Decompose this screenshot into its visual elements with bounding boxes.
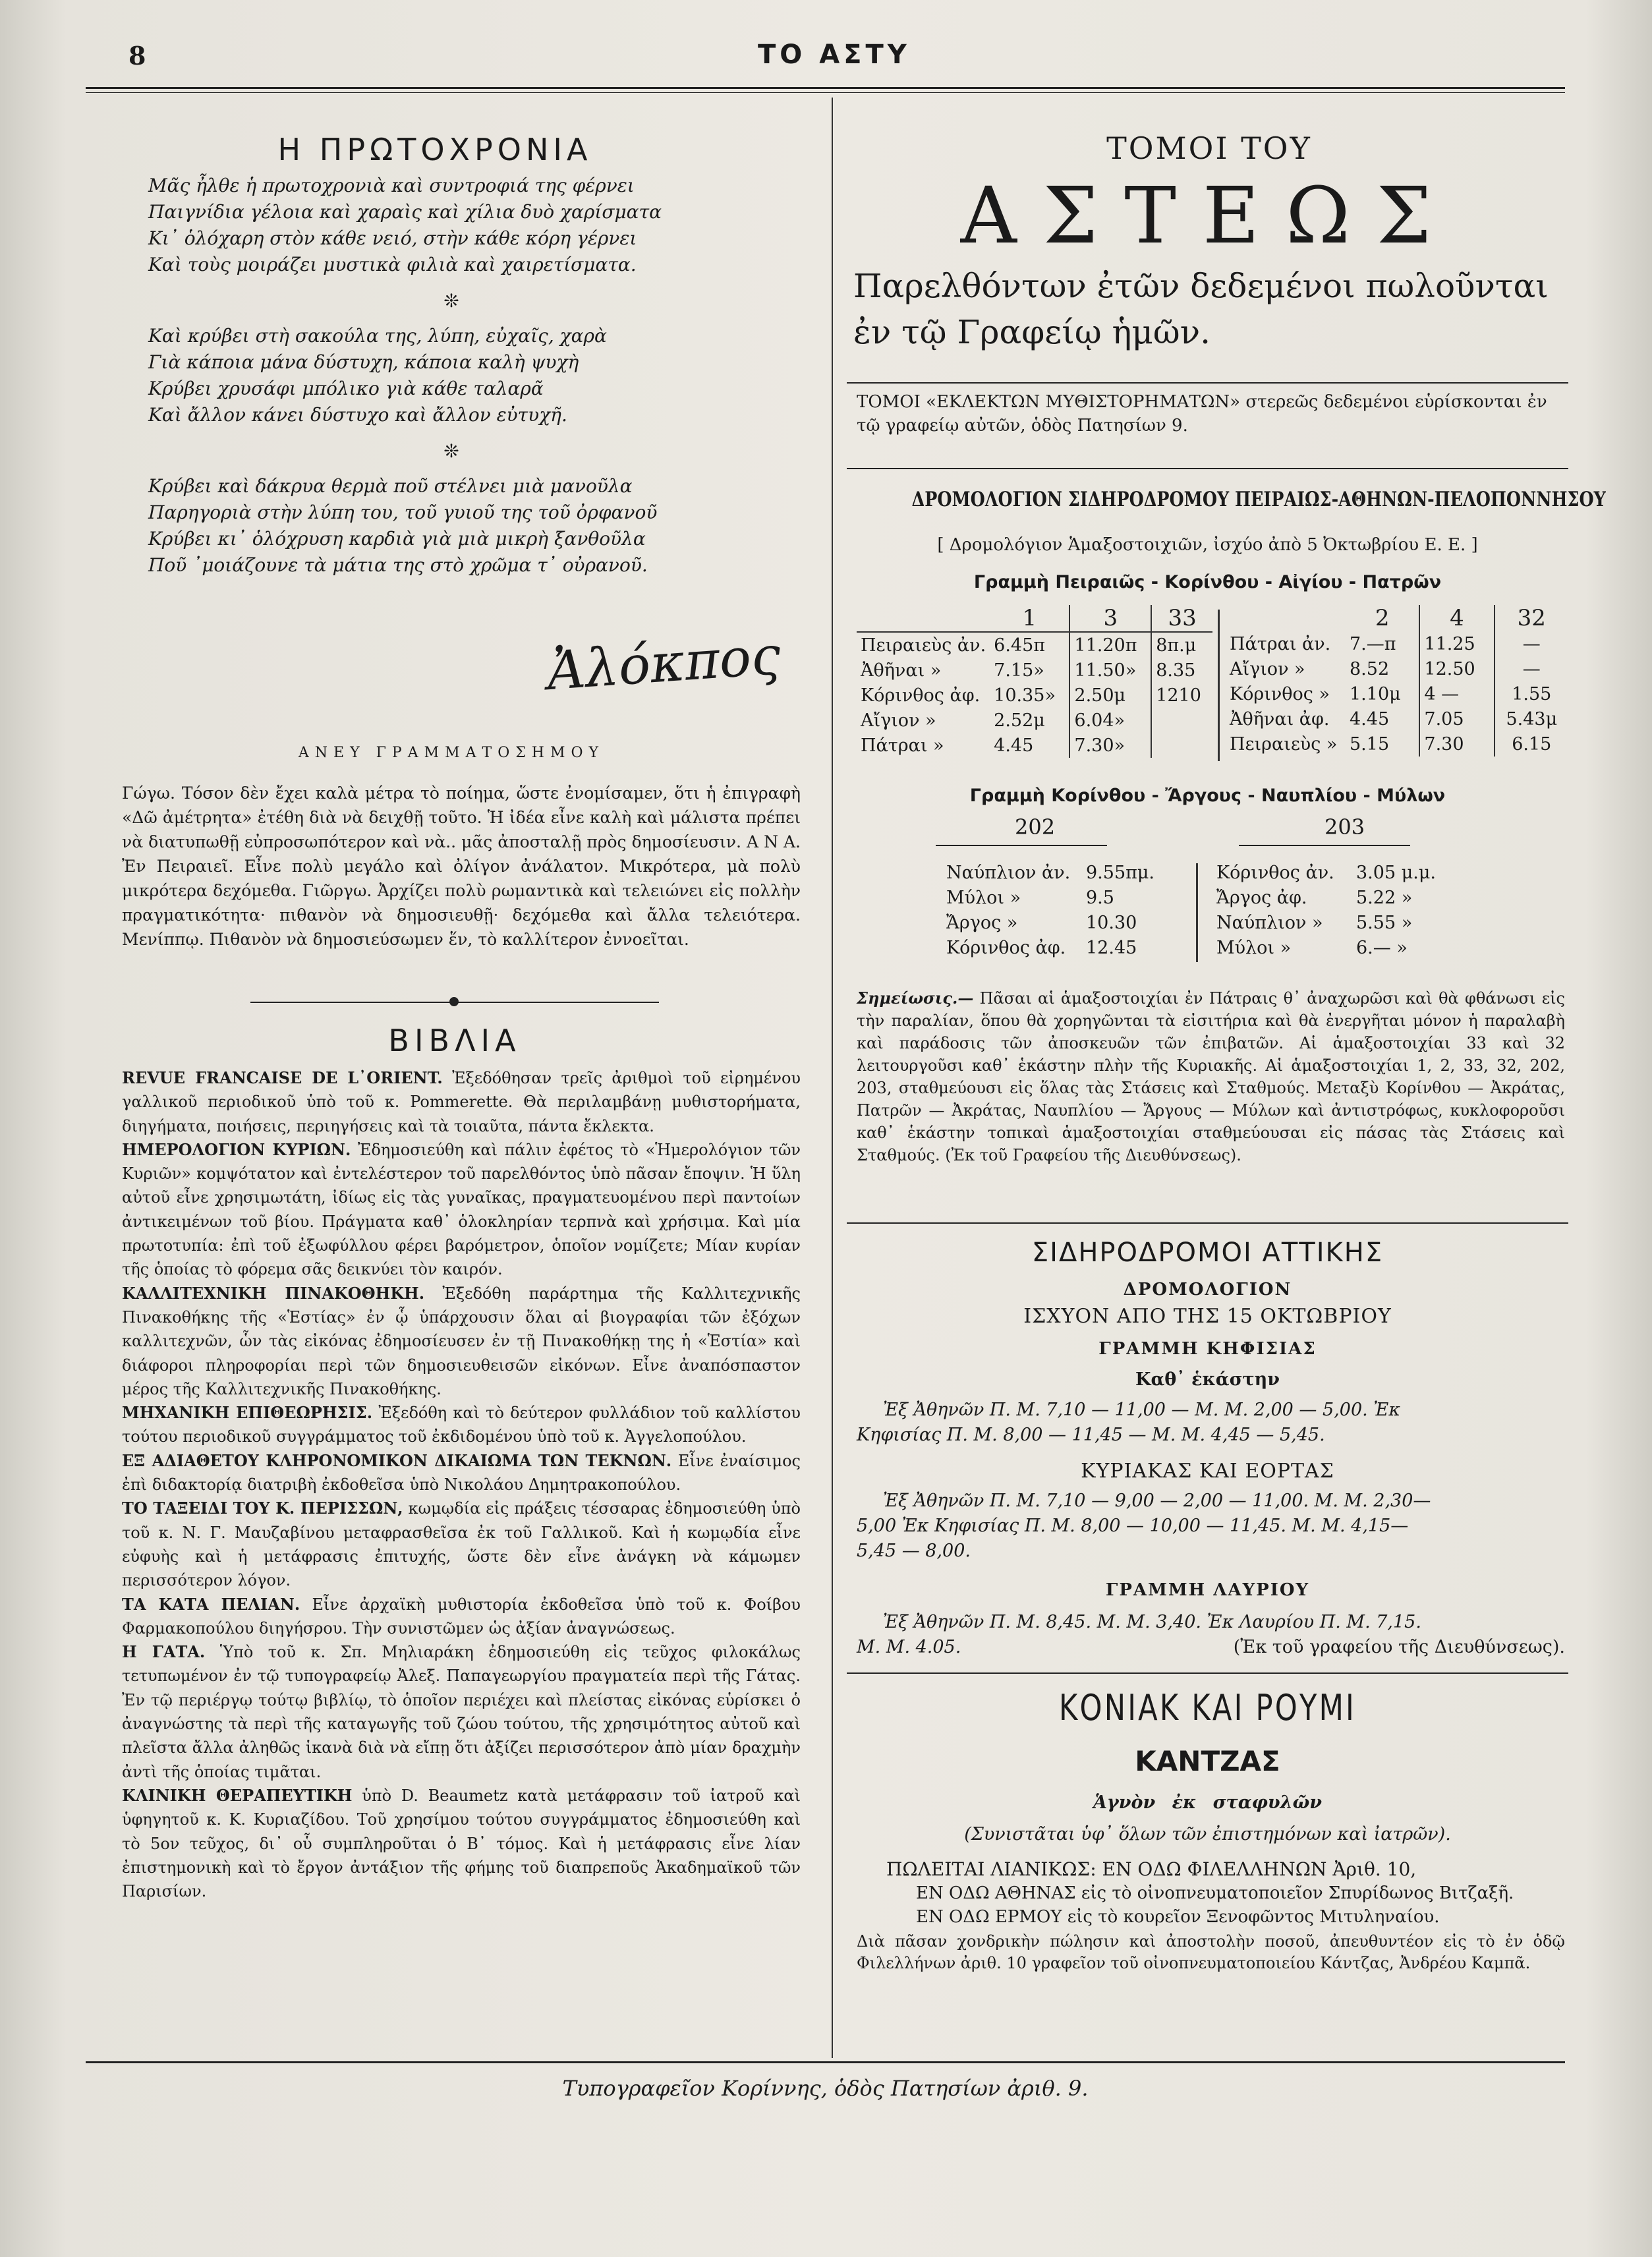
poem-line: Παιγνίδια γέλοια καὶ χαραὶς καὶ χίλια δυὸ χαρίσματα <box>148 201 662 223</box>
time: 7.15» <box>990 658 1069 683</box>
book-entry-head: ΚΛΙΝΙΚΗ ΘΕΡΑΠΕΥΤΙΚΗ <box>122 1785 353 1805</box>
lavrio-title: ΓΡΑΜΜΗ ΛΑΥΡΙΟΥ <box>1105 1580 1310 1600</box>
sunday-text-2: 5,00 Ἐκ Κηφισίας Π. Μ. 8,00 — 10,00 — 11,45. Μ. Μ. 4,15— <box>857 1516 1409 1536</box>
book-entry-text: κωμῳδία εἰς πράξεις τέσσαρας ἐδημοσιεύθη ὑπὸ τοῦ κ. Ν. Γ. Μαυζαβίνου μεταφρασθεῖσα ἐκ τοῦ Γαλλικοῦ. Καὶ ἡ κωμῳδία εἶνε εὐφυὴς καὶ ἡ μετάφρασις ἐπιτυχής, ὥστε δὲν εἶνε ἀνάγκη νὰ κάμωμεν περισσότερον λόγον. <box>122 1499 801 1590</box>
section-rule <box>847 468 1568 469</box>
time: 11.50» <box>1069 658 1151 683</box>
book-entry-text: Ἐξεδόθη παράρτημα τῆς Καλλιτεχνικῆς Πινακοθήκης τῆς «Ἑστίας» ἐν ᾧ ὑπάρχουσιν ὅλαι αἱ βιογραφίαι τῶν ἐξόχων καλλιτεχνῶν, ὧν τὰς εἰκόνας ἐδημοσίευσεν ἐν τῇ Πινακοθήκῃ της ἡ «Ἑστία» καὶ διάφοροι πληροφορίαι περὶ τῶν δημοσιευθεισῶν εἰκόνων. Εἶνε ἀναπόσπαστον μέρος τῆς Καλλιτεχνικῆς Πινακοθήκης. <box>122 1284 801 1398</box>
notes-text: Πᾶσαι αἱ ἁμαξοστοιχίαι ἐν Πάτραις θ᾽ ἀναχωρῶσι καὶ θὰ φθάνωσι εἰς τὴν παραλίαν, ὅπου θὰ χορηγῶνται τὰ εἰσιτήρια καὶ θὰ ἐνεργῆται μόνον ἡ παραλαβὴ καὶ παράδοσις τῶν ἀποσκευῶν τῶν ἐπιβατῶν. Αἱ ἁμαξοστοιχίαι 33 καὶ 32 λειτουργοῦσι καθ᾽ ἑκάστην πλὴν τῆς Κυριακῆς. Αἱ ἁμαξοστοιχίαι 1, 2, 33, 32, 202, 203, σταθμεύουσι εἰς ὅλας τὰς Στάσεις καὶ Σταθμούς. Μεταξὺ Κορίνθου — Ἀκράτας, Πατρῶν — Ἀκράτας, Ναυπλίου — Ἄργους — Μύλων καὶ ἀντιστρόφως, κυκλοφοροῦσι καθ᾽ ἑκάστην τοπικαὶ ἁμαξοστοιχίαι σταθμεύουσαι εἰς πάσας τὰς Στάσεις καὶ Σταθμούς. <box>857 989 1565 1164</box>
ekl-ad-text: στερεῶς δεδεμένοι εὑρίσκονται ἐν τῷ γραφείῳ αὐτῶν, ὁδὸς Πατησίων 9. <box>857 392 1547 436</box>
book-entry-text: Ἐδημοσιεύθη καὶ πάλιν ἐφέτος τὸ «Ἡμερολόγιον τῶν Κυριῶν» κομψότατον καὶ ἐντελέστερον τοῦ παρελθόντος ὑπὸ πᾶσαν ἔποψιν. Ἡ ὕλη αὐτοῦ εἶνε χρησιμωτάτη, ἰδίως εἰς τὰς γυναῖκας, πραγματευομένου περὶ παντοίων ἀντικειμένων τοῦ βίου. Πράγματα καθ᾽ ὁλοκληρίαν τερπνὰ καὶ χρήσιμα. Καὶ μία πρωτοτυπία: ἐπὶ τοῦ ἐξωφύλλου φέρει βαρόμετρον, ὁποῖον νομίζετε; Μίαν κυρίαν τῆς ὁποίας τὸ φόρεμα σᾶς δεικνύει τὸν καιρόν. <box>122 1140 801 1279</box>
section-rule <box>847 382 1568 384</box>
section-rule <box>847 1672 1568 1674</box>
time: 8.52 <box>1346 656 1419 681</box>
time: 6.15 <box>1512 733 1552 755</box>
time: 4.45 <box>990 733 1069 758</box>
book-entry-text: ὑπὸ D. Beaumetz κατὰ μετάφρασιν τοῦ ἰατροῦ καὶ ὑφηγητοῦ κ. Κ. Κυριαζίδου. Τοῦ χρησίμου τούτου συγγράμματος ἐδημοσιεύθη καὶ τὸ 5ον τεῦχος, δι᾽ οὗ συμπληροῦται ὁ Β᾽ τόμος. Καὶ ἡ μετάφρασις εἶνε λίαν ἐπιστημονικὴ καὶ τὸ ἔργον ἀντάξιον τῆς φήμης τοῦ διαπρεποῦς Ἀκαδημαϊκοῦ τῶν Παρισίων. <box>122 1786 801 1901</box>
station: Ναύπλιον ἀν. <box>946 862 1071 883</box>
attica-sub2: ΙΣΧΥΟΝ ΑΠΟ ΤΗΣ 15 ΟΚΤΩΒΡΙΟΥ <box>1023 1305 1392 1328</box>
tomes-ad-title: ΑΣΤΕΩΣ <box>960 170 1458 261</box>
timetable-line2-left <box>942 860 1180 960</box>
daily-text-2: Κηφισίας Π. Μ. 8,00 — 11,45 — Μ. Μ. 4,45 — 5,45. <box>857 1425 1325 1445</box>
cognac-retail-3: ΕΝ ΟΔΩ ΕΡΜΟΥ εἰς τὸ κουρεῖον Ξενοφῶντος Μιτυληναίου. <box>916 1907 1440 1927</box>
daily-text-1: Ἐξ Ἀθηνῶν Π. Μ. 7,10 — 11,00 — Μ. Μ. 2,00 — 5,00. Ἐκ <box>883 1400 1401 1420</box>
poem-line: Ποῦ ᾽μοιάζουνε τὰ μάτια της στὸ χρῶμα τ᾽ οὐρανοῦ. <box>148 554 648 576</box>
railway-notes <box>857 987 1565 1166</box>
time: 11.20π <box>1069 632 1151 658</box>
station: Ἄργος » <box>946 912 1018 933</box>
poem-line: Παρηγοριὰ στὴν λύπη του, τοῦ γυιοῦ της τοῦ ὀρφανοῦ <box>148 501 658 523</box>
station: Ἄργος ἀφ. <box>1216 887 1307 908</box>
printer-line: Τυπογραφεῖον Κορίννης, ὁδὸς Πατησίων ἀριθ. 9. <box>562 2076 1089 2101</box>
table-divider <box>1218 610 1220 761</box>
poem-line: Καὶ ἄλλον κάνει δύστυχο καὶ ἄλλον εὐτυχῆ. <box>148 404 567 426</box>
sunday-text-3: 5,45 — 8,00. <box>857 1541 971 1561</box>
time: 12.45 <box>1086 937 1137 958</box>
book-entry <box>122 1593 801 1641</box>
time: 11.25 <box>1419 631 1494 656</box>
sunday-text-1: Ἐξ Ἀθηνῶν Π. Μ. 7,10 — 9,00 — 2,00 — 11,00. Μ. Μ. 2,30— <box>883 1491 1431 1511</box>
attica-title: ΣΙΔΗΡΟΔΡΟΜΟΙ ΑΤΤΙΚΗΣ <box>1031 1238 1384 1268</box>
poem-line: Γιὰ κάποια μάνα δύστυχη, κάποια καλὴ ψυχὴ <box>148 351 579 373</box>
column-divider <box>832 98 833 2058</box>
poem-line: Καὶ κρύβει στὴ σακούλα της, λύπη, εὐχαῖς, χαρὰ <box>148 325 607 347</box>
station: Ναύπλιον » <box>1216 912 1323 933</box>
poem-stanza-2 <box>148 323 807 428</box>
poem-stanza-3 <box>148 473 807 579</box>
time: 1.10μ <box>1346 681 1419 706</box>
newspaper-title: ΤΟ ΑΣΤΥ <box>758 40 911 70</box>
cognac-retail-2: ΕΝ ΟΔΩ ΑΘΗΝΑΣ εἰς τὸ οἰνοπνευματοποιεῖον Σπυρίδωνος Βιτζαξῆ. <box>916 1883 1514 1903</box>
book-entry-text: Ἐξεδόθη καὶ τὸ δεύτερον φυλλάδιον τοῦ καλλίστου τούτου περιοδικοῦ συγγράμματος τοῦ ἐκδιδομένου ὑπὸ τοῦ κ. Ἀγγελοπούλου. <box>122 1404 801 1446</box>
train-number: 3 <box>1069 605 1151 632</box>
cognac-brand: ΚΑΝΤΖΑΣ <box>1135 1745 1280 1777</box>
station: Μύλοι » <box>1216 937 1292 958</box>
books-title: ΒΙΒΛΙΑ <box>388 1023 521 1058</box>
time: 5.22 » <box>1356 887 1413 908</box>
tomes-ad-line1: ΤΟΜΟΙ ΤΟΥ <box>1106 130 1312 166</box>
time: 4 — <box>1419 681 1494 706</box>
tomes-ad-line3: Παρελθόντων ἐτῶν δεδεμένοι πωλοῦνται <box>853 267 1549 305</box>
poem-line: Κρύβει καὶ δάκρυα θερμὰ ποῦ στέλνει μιὰ μανοῦλα <box>148 475 633 497</box>
book-entry-head: ΜΗΧΑΝΙΚΗ ΕΠΙΘΕΩΡΗΣΙΣ. <box>122 1403 373 1423</box>
time: 8.35 <box>1156 660 1196 681</box>
station: Κόρινθος ἀν. <box>1216 862 1334 883</box>
book-entry-head: ΤΑ ΚΑΤΑ ΠΕΛΙΑΝ. <box>122 1594 300 1614</box>
timetable-line1-left <box>857 605 1212 758</box>
book-entry <box>122 1449 801 1497</box>
train-number: 202 <box>1015 814 1056 840</box>
table-rule <box>936 845 1107 846</box>
time: — <box>1522 633 1541 654</box>
attica-sub1: ΔΡΟΜΟΛΟΓΙΟΝ <box>1123 1280 1292 1300</box>
books-list <box>122 1066 801 1903</box>
time: 4.45 <box>1346 706 1419 731</box>
station: Πειραιεὺς ἀν. <box>861 635 986 656</box>
book-entry-text: Ὑπὸ τοῦ κ. Σπ. Μηλιαράκη ἐδημοσιεύθη εἰς τεῦχος φιλοκάλως τετυπωμένον ἐν τῷ τυπογραφείῳ Ἀλεξ. Παπαγεωργίου πραγματεία περὶ τῆς Γάτας. Ἐν τῷ περιέργῳ τούτῳ βιβλίῳ, τὸ ὁποῖον περιέχει καὶ πλείστας εἰκόνας εὑρίσκει ὁ ἀναγνώστης τὰ περὶ τῆς καταγωγῆς τοῦ ζώου τούτου, τῆς χρησιμότητος αὐτοῦ καὶ πλεῖστα ἄλλα ἀληθῶς ἱκανὰ διὰ νὰ εἴπῃ ὅτι ἀξίζει περισσότερον ἀπὸ μίαν δραχμὴν ἀντὶ τῆς ὁποίας τιμᾶται. <box>122 1643 801 1781</box>
cognac-origin: Ἁγνὸν ἐκ σταφυλῶν <box>1093 1792 1323 1813</box>
railway-title: ΔΡΟΜΟΛΟΓΙΟΝ ΣΙΔΗΡΟΔΡΟΜΟΥ ΠΕΙΡΑΙΩΣ-ΑΘΗΝΩΝ-ΠΕΛΟΠΟΝΝΗΣΟΥ <box>911 488 1606 511</box>
cognac-retail-1: ΠΩΛΕΙΤΑΙ ΛΙΑΝΙΚΩΣ: ΕΝ ΟΔΩ ΦΙΛΕΛΛΗΝΩΝ Ἀριθ. 10, <box>886 1858 1417 1880</box>
time: 3.05 μ.μ. <box>1356 862 1436 883</box>
station: Ἀθῆναι » <box>861 660 942 681</box>
section-rule <box>847 1222 1568 1224</box>
time: 6.04» <box>1069 708 1151 733</box>
book-entry-head: ΚΑΛΛΙΤΕΧΝΙΚΗ ΠΙΝΑΚΟΘΗΚΗ. <box>122 1283 425 1303</box>
poem-line: Κρύβει κι᾽ ὁλόχρυση καρδιὰ γιὰ μιὰ μικρὴ ξανθοῦλα <box>148 528 646 550</box>
time: 12.50 <box>1419 656 1494 681</box>
timetable-line2-right <box>1212 860 1476 960</box>
book-entry <box>122 1640 801 1784</box>
time: 7.30» <box>1069 733 1151 758</box>
station: Πάτραι ἀν. <box>1230 633 1331 654</box>
train-number: 4 <box>1419 605 1494 631</box>
sunday-title: ΚΥΡΙΑΚΑΣ ΚΑΙ ΕΟΡΤΑΣ <box>1081 1460 1334 1483</box>
time: 8π.μ <box>1156 635 1197 656</box>
correspondence-text: Γώγω. Τόσον δὲν ἔχει καλὰ μέτρα τὸ ποίημα, ὥστε ἐνομίσαμεν, ὅτι ἡ ἐπιγραφὴ «Δῶ ἀμέτρητα» ἐτέθη διὰ νὰ δειχθῇ τοῦτο. Ἡ ἰδέα εἶνε καλὴ καὶ μάλιστα πρέπει νὰ διατυπωθῇ εὐπροσωπότερον καὶ νὰ.. μᾶς ἀποσταλῇ πρὸς δημοσίευσιν. Α Ν Α. Ἐν Πειραιεῖ. Εἶνε πολὺ μεγάλο καὶ ὀλίγον ἀνάλατον. Μικρότερα, μὰ πολὺ μικρότερα δεχόμεθα. Γιῶργω. Ἀρχίζει πολὺ ρωμαντικὰ καὶ τελειώνει εἰς πολλὴν πραγματικότητα· πιθανὸν νὰ δημοσιευθῇ· δεχόμεθα καὶ ἄλλα τελειότερα. Μενίππῳ. Πιθανὸν νὰ δημοσιεύσωμεν ἕν, τὸ καλλίτερον ἐννοεῖται. <box>122 784 801 949</box>
notes-source: (Ἐκ τοῦ Γραφείου τῆς Διευθύνσεως). <box>945 1146 1241 1164</box>
poem-line: Μᾶς ἦλθε ἡ πρωτοχρονιὰ καὶ συντροφιά της φέρνει <box>148 175 635 196</box>
station: Κόρινθος ἀφ. <box>946 937 1066 958</box>
railway-subtitle: [ Δρομολόγιον Ἁμαξοστοιχιῶν, ἰσχύο ἀπὸ 5 Ὀκτωβρίου Ε. Ε. ] <box>937 535 1478 555</box>
daily-label: Καθ᾽ ἑκάστην <box>1135 1369 1280 1390</box>
tomes-ad-line4: ἐν τῷ Γραφείῳ ἡμῶν. <box>853 313 1211 351</box>
book-entry-text: Ἐξεδόθησαν τρεῖς ἀριθμοὶ τοῦ εἰρημένου γαλλικοῦ περιοδικοῦ ὑπὸ τοῦ κ. Pommerette. Θὰ περιλαμβάνῃ μυθιστορήματα, διηγήματα, ποιήσεις, περιηγήσεις καὶ τὰ τοιαῦτα, πάντα ἔκλεκτα. <box>122 1069 801 1135</box>
time <box>1151 708 1212 733</box>
poem-line: Κρύβει χρυσάφι μπόλικο γιὰ κάθε ταλαρᾶ <box>148 378 544 399</box>
cognac-title: ΚΟΝΙΑΚ ΚΑΙ ΡΟΥΜΙ <box>1058 1687 1356 1728</box>
poem-signature: Ἀλόκπος <box>545 624 783 702</box>
book-entry <box>122 1784 801 1903</box>
book-entry-text: Εἶνε ἐναίσιμος ἐπὶ διδακτορίᾳ διατριβὴ ἐκδοθεῖσα ὑπὸ Νικολάου Δημητρακοπούλου. <box>122 1451 801 1495</box>
train-number: 203 <box>1324 814 1365 840</box>
time: 5.55 » <box>1356 912 1413 933</box>
poem-line: Καὶ τοὺς μοιράζει μυστικὰ φιλιὰ καὶ χαιρετίσματα. <box>148 254 637 275</box>
footer-rule <box>86 2061 1565 2063</box>
time: 2.50μ <box>1069 683 1151 708</box>
time: 9.55πμ. <box>1086 862 1154 883</box>
book-entry-head: ΕΞ ΑΔΙΑΘΕΤΟΥ ΚΛΗΡΟΝΟΜΙΚΟΝ ΔΙΚΑΙΩΜΑ ΤΩΝ ΤΕΚΝΩΝ. <box>122 1450 672 1470</box>
station: Μύλοι » <box>946 887 1021 908</box>
station: Πάτραι » <box>861 735 944 756</box>
time <box>1151 733 1212 758</box>
notes-label: Σημείωσις.— <box>857 988 974 1008</box>
lavrio-text-1: Ἐξ Ἀθηνῶν Π. Μ. 8,45. Μ. Μ. 3,40. Ἐκ Λαυρίου Π. Μ. 7,15. <box>883 1612 1421 1632</box>
poem-title: Η ΠΡΩΤΟΧΡΟΝΙΑ <box>277 132 592 167</box>
station: Ἀθῆναι ἀφ. <box>1230 708 1330 729</box>
book-entry <box>122 1066 801 1138</box>
time: 6.— » <box>1356 937 1408 958</box>
time: 7.05 <box>1419 706 1494 731</box>
station: Πειραιεὺς » <box>1230 733 1338 755</box>
table-rule <box>1239 845 1410 846</box>
train-number: 2 <box>1346 605 1419 631</box>
book-entry-head: ΤΟ ΤΑΞΕΙΔΙ ΤΟΥ Κ. ΠΕΡΙΣΣΩΝ, <box>122 1499 403 1518</box>
kifisia-title: ΓΡΑΜΜΗ ΚΗΦΙΣΙΑΣ <box>1098 1339 1317 1359</box>
time: 5.15 <box>1346 731 1419 757</box>
correspondence-title: ΑΝΕΥ ΓΡΑΜΜΑΤΟΣΗΜΟΥ <box>298 745 605 761</box>
rule-dot <box>449 997 459 1006</box>
lavrio-source: (Ἐκ τοῦ γραφείου τῆς Διευθύνσεως). <box>1233 1637 1565 1657</box>
train-number: 32 <box>1517 605 1546 631</box>
book-entry-text: Εἶνε ἀρχαϊκὴ μυθιστορία ἐκδοθεῖσα ὑπὸ τοῦ κ. Φοίβου Φαρμακοπούλου διηγήσρου. Τὴν συνιστῶμεν ὡς ἀξίαν ἀναγνώσεως. <box>122 1595 801 1638</box>
line1-title: Γραμμὴ Πειραιῶς - Κορίνθου - Αἰγίου - Πατρῶν <box>973 572 1442 592</box>
time: 9.5 <box>1086 887 1114 908</box>
cognac-recommended: (Συνιστᾶται ὑφ᾽ ὅλων τῶν ἐπιστημόνων καὶ ἰατρῶν). <box>964 1824 1451 1844</box>
lavrio-text-2-row <box>857 1637 1565 1657</box>
line2-title: Γραμμὴ Κορίνθου - Ἄργους - Ναυπλίου - Μύλων <box>969 786 1446 806</box>
header-rule-thin <box>86 92 1565 93</box>
timetable-line1-right <box>1226 605 1568 757</box>
time: 7.—π <box>1346 631 1419 656</box>
station: Κόρινθος » <box>1230 683 1330 704</box>
poem-line: Κι᾽ ὁλόχαρη στὸν κάθε νειό, στὴν κάθε κόρη γέρνει <box>148 227 637 249</box>
header-rule <box>86 87 1565 89</box>
book-entry <box>122 1138 801 1282</box>
train-number: 1 <box>990 605 1069 632</box>
time: 1.55 <box>1512 683 1552 704</box>
poem-stanza-1 <box>148 173 807 278</box>
table-divider <box>1196 863 1198 962</box>
poem-separator: ❊ <box>443 440 459 462</box>
cognac-wholesale: Διὰ πᾶσαν χονδρικὴν πώλησιν καὶ ἀποστολὴν ποσοῦ, ἀπευθυντέον εἰς τὸ ἐν ὁδῷ Φιλελλήνων ἀριθ. 10 γραφεῖον τοῦ οἰνοπνευματοποιείου Κάντζας, Ἀνδρέου Καμπᾶ. <box>857 1932 1565 1972</box>
book-entry-head: REVUE FRANCAISE DE L᾽ORIENT. <box>122 1068 443 1087</box>
ekl-ad <box>857 390 1565 438</box>
page-number: 8 <box>128 41 146 71</box>
time: 1210 <box>1156 685 1201 706</box>
book-entry-head: ΗΜΕΡΟΛΟΓΙΟΝ ΚΥΡΙΩΝ. <box>122 1139 351 1159</box>
time: 2.52μ <box>990 708 1069 733</box>
time: 6.45π <box>990 632 1069 658</box>
station: Κόρινθος ἀφ. <box>861 685 981 706</box>
book-entry-head: Η ΓΑΤΑ. <box>122 1642 206 1662</box>
ekl-ad-title: ΤΟΜΟΙ «ΕΚΛΕΚΤΩΝ ΜΥΘΙΣΤΟΡΗΜΑΤΩΝ» <box>857 392 1241 412</box>
poem-separator: ❊ <box>443 290 459 312</box>
book-entry <box>122 1401 801 1449</box>
time: 5.43μ <box>1506 708 1558 729</box>
time: 7.30 <box>1419 731 1494 757</box>
lavrio-text-2: Μ. Μ. 4.05. <box>857 1637 961 1657</box>
train-number: 33 <box>1168 605 1197 631</box>
time: 10.30 <box>1086 912 1137 933</box>
station: Αἴγιον » <box>1230 658 1305 679</box>
book-entry <box>122 1282 801 1401</box>
station: Αἴγιον » <box>861 710 936 731</box>
book-entry <box>122 1497 801 1592</box>
time: 10.35» <box>990 683 1069 708</box>
time: — <box>1522 658 1541 679</box>
